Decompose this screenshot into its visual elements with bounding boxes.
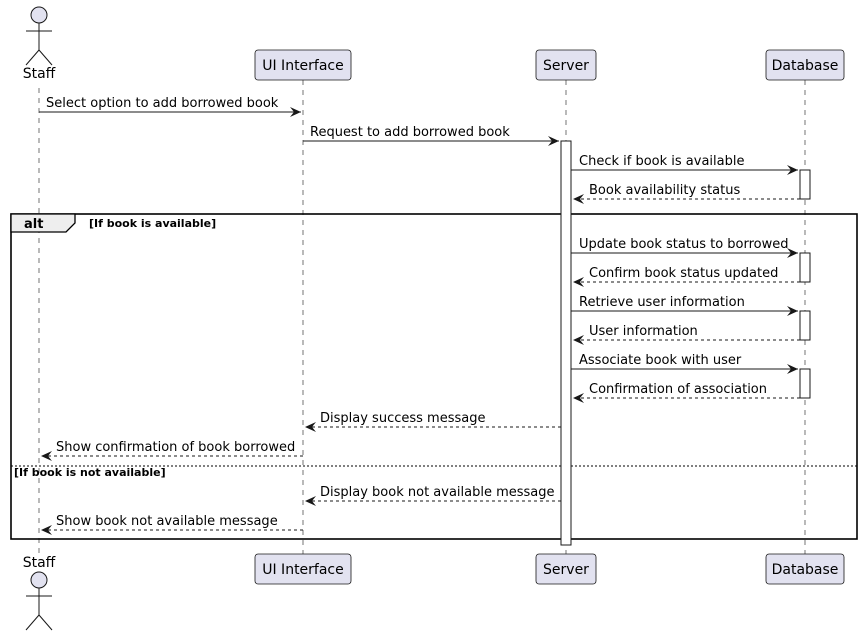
alt-keyword: alt bbox=[24, 217, 44, 232]
participant-label: Database bbox=[771, 562, 839, 578]
database-participant-top bbox=[766, 50, 844, 80]
message-label: Check if book is available bbox=[579, 154, 745, 169]
message-label: Display book not available message bbox=[320, 485, 555, 500]
message-4 bbox=[573, 183, 800, 199]
message-13 bbox=[305, 485, 561, 501]
message-label: Book availability status bbox=[589, 183, 741, 198]
message-7 bbox=[571, 295, 798, 311]
database-activation-bar bbox=[800, 369, 810, 398]
ui-participant-top bbox=[255, 50, 351, 80]
message-6 bbox=[573, 266, 800, 282]
participant-label: UI Interface bbox=[262, 562, 344, 578]
message-label: Show confirmation of book borrowed bbox=[56, 440, 296, 455]
participant-label: Staff bbox=[22, 555, 56, 571]
alt-else-condition: [If book is not available] bbox=[14, 466, 166, 479]
participant-label: Server bbox=[543, 58, 589, 74]
message-label: Retrieve user information bbox=[579, 295, 745, 310]
database-activation-bar bbox=[800, 311, 810, 340]
participant-label: Server bbox=[543, 562, 589, 578]
message-label: Select option to add borrowed book bbox=[46, 96, 279, 111]
message-3 bbox=[571, 154, 798, 170]
participant-label: Staff bbox=[22, 66, 56, 82]
message-1 bbox=[39, 96, 301, 112]
message-label: Confirm book status updated bbox=[589, 266, 779, 281]
message-label: Confirmation of association bbox=[589, 382, 767, 397]
staff-actor-bottom bbox=[23, 555, 56, 630]
ui-participant-bottom bbox=[255, 554, 351, 584]
message-8 bbox=[573, 324, 800, 340]
message-11 bbox=[305, 411, 561, 427]
message-label: Request to add borrowed book bbox=[310, 125, 510, 140]
database-activation-bar bbox=[800, 170, 810, 199]
server-activation-bar bbox=[561, 141, 571, 545]
participant-label: UI Interface bbox=[262, 58, 344, 74]
message-5 bbox=[571, 237, 798, 253]
alt-if-condition: [If book is available] bbox=[89, 217, 217, 230]
message-9 bbox=[571, 353, 798, 369]
server-participant-bottom bbox=[536, 554, 596, 584]
staff-actor-top bbox=[23, 7, 56, 82]
message-2 bbox=[303, 125, 559, 141]
database-participant-bottom bbox=[766, 554, 844, 584]
message-14 bbox=[41, 514, 303, 530]
actor-icon bbox=[26, 572, 52, 630]
message-label: Display success message bbox=[320, 411, 486, 426]
server-participant-top bbox=[536, 50, 596, 80]
message-label: Update book status to borrowed bbox=[579, 237, 789, 252]
message-12 bbox=[41, 440, 303, 456]
participant-label: Database bbox=[771, 58, 839, 74]
message-label: User information bbox=[589, 324, 698, 339]
message-10 bbox=[573, 382, 800, 398]
actor-icon bbox=[26, 7, 52, 65]
message-label: Show book not available message bbox=[56, 514, 278, 529]
message-label: Associate book with user bbox=[579, 353, 742, 368]
database-activation-bar bbox=[800, 253, 810, 282]
